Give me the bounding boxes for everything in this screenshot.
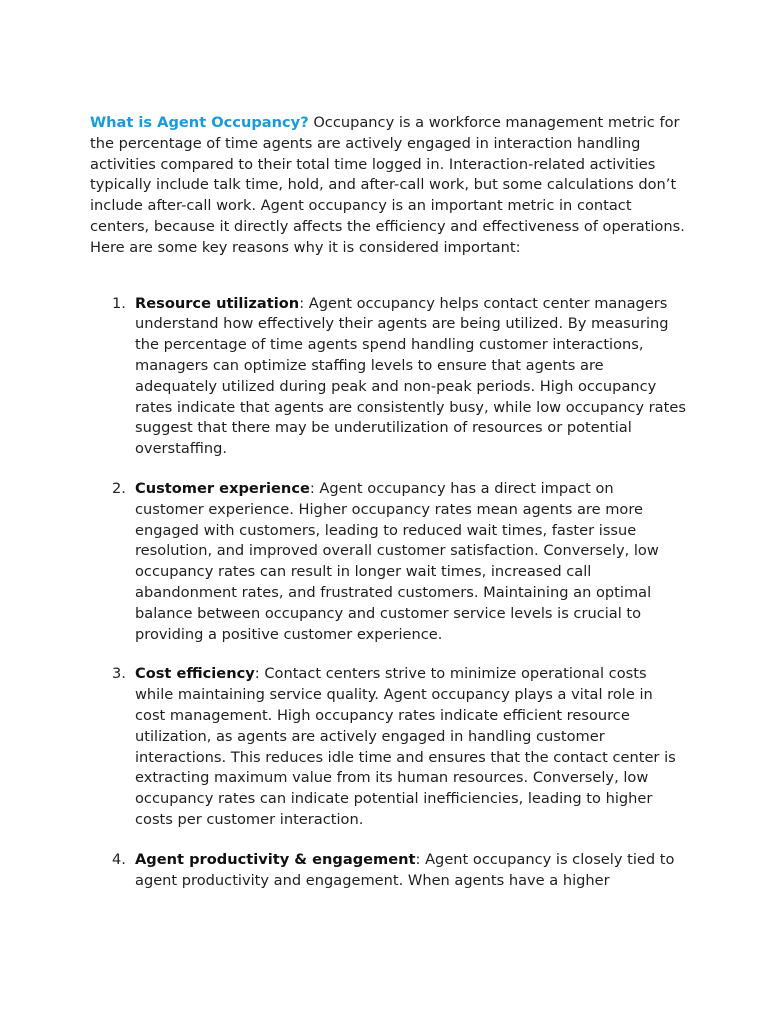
- list-item-title: Cost efficiency: [135, 665, 255, 683]
- intro-text: Occupancy is a workforce management metric for the percentage of time agents are actively engaged in interaction handling activities compared to their total time logged in. Interaction-related activities typically include talk time, hold, and after-call work, but some calculations don’t include after-call work. Agent occupancy is an important metric in contact centers, because it directly affects the efficiency and effectiveness of operations. Here are some key reasons why it is considered important:: [90, 114, 685, 256]
- list-item-title: Resource utilization: [135, 294, 300, 312]
- list-item-title: Agent productivity & engagement: [135, 850, 416, 868]
- list-item-text: : Agent occupancy helps contact center managers understand how effectively their agents are being utilized. By measuring the percentage of time agents spend handling customer interactions, managers can optimize staffing levels to ensure that agents are adequately utilized during peak and non-peak periods. High occupancy rates indicate that agents are consistently busy, while low occupancy rates suggest that there may be underutilization of resources or potential overstaffing.: [135, 294, 686, 458]
- list-item-number: 3.: [112, 665, 126, 683]
- intro-paragraph: [90, 113, 686, 259]
- list-item-text: : Contact centers strive to minimize operational costs while maintaining service quality. Agent occupancy plays a vital role in cost management. High occupancy rates indicate efficient resource utilization, as agents are actively engaged in handling customer interactions. This reduces idle time and ensures that the contact center is extracting maximum value from its human resources. Conversely, low occupancy rates can indicate potential inefficiencies, leading to higher costs per customer interaction.: [135, 665, 676, 828]
- list-item: [90, 850, 686, 892]
- intro-heading-link[interactable]: What is Agent Occupancy?: [90, 114, 309, 131]
- list-item: [90, 294, 686, 460]
- list-item-number: 2.: [112, 479, 126, 497]
- list-item-number: 4.: [112, 850, 126, 868]
- list-item-text: : Agent occupancy is closely tied to agent productivity and engagement. When agents have a higher: [135, 850, 675, 889]
- list-item-number: 1.: [112, 294, 126, 312]
- list-item-text: : Agent occupancy has a direct impact on customer experience. Higher occupancy rates mean agents are more engaged with customers, leading to reduced wait times, faster issue resolution, and improved overall customer satisfaction. Conversely, low occupancy rates can result in longer wait times, increased call abandonment rates, and frustrated customers. Maintaining an optimal balance between occupancy and customer service levels is crucial to providing a positive customer experience.: [135, 479, 659, 643]
- document-body: [90, 113, 686, 910]
- list-item: [90, 479, 686, 645]
- list-item: [90, 664, 686, 830]
- reasons-list: [90, 294, 686, 892]
- list-item-title: Customer experience: [135, 479, 310, 497]
